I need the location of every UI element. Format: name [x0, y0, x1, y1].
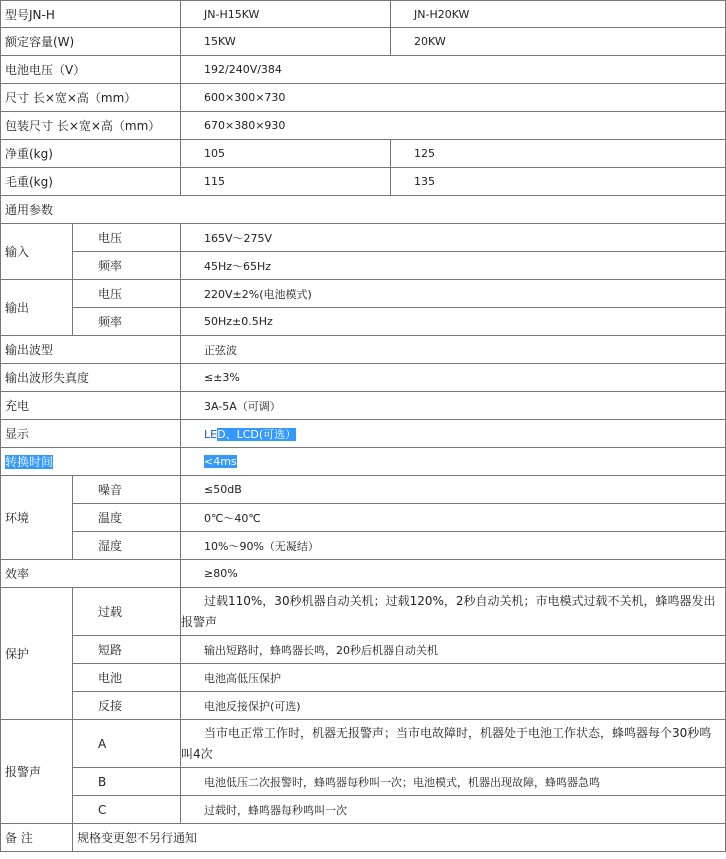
- model-a: JN-H15KW: [181, 1, 391, 28]
- table-row: [1, 84, 726, 112]
- remark-label: 备 注: [1, 824, 73, 852]
- table-row: [1, 504, 726, 532]
- efficiency-value: ≥80%: [181, 560, 726, 588]
- table-row: [1, 392, 726, 420]
- transfer-time-label-cell: [1, 448, 181, 476]
- gross-weight-a: 115: [181, 168, 391, 196]
- model-b: JN-H20KW: [391, 1, 726, 28]
- battery-voltage-value: 192/240V/384: [181, 56, 726, 84]
- capacity-label: 额定容量(W): [1, 28, 181, 56]
- alarm-b-value: 电池低压二次报警时，蜂鸣器每秒叫一次；电池模式，机器出现故障，蜂鸣器急鸣: [181, 768, 726, 796]
- humidity-value: 10%～90%（无凝结）: [181, 532, 726, 560]
- general-params-label: 通用参数: [1, 196, 726, 224]
- temperature-label: 温度: [73, 504, 181, 532]
- alarm-a-text: 当市电正常工作时，机器无报警声；当市电故障时，机器处于电池工作状态，蜂鸣器每个30秒鸣叫4次: [181, 725, 712, 761]
- table-row: [1, 664, 726, 692]
- alarm-c-value: 过载时，蜂鸣器每秒鸣叫一次: [181, 796, 726, 824]
- gross-weight-b: 135: [391, 168, 726, 196]
- table-row: [1, 824, 726, 852]
- net-weight-b: 125: [391, 140, 726, 168]
- charge-label: 充电: [1, 392, 181, 420]
- alarm-label: 报警声: [1, 720, 73, 824]
- table-row: [1, 560, 726, 588]
- output-voltage-value: 220V±2%(电池模式): [181, 280, 726, 308]
- table-row: [1, 420, 726, 448]
- distortion-label: 输出波形失真度: [1, 364, 181, 392]
- environment-label: 环境: [1, 476, 73, 560]
- package-size-value: 670×380×930: [181, 112, 726, 140]
- model-label: 型号JN-H: [1, 1, 181, 28]
- alarm-a-value: [181, 720, 726, 768]
- table-row: [1, 168, 726, 196]
- net-weight-label: 净重(kg): [1, 140, 181, 168]
- table-row: [1, 796, 726, 824]
- alarm-b-label: B: [73, 768, 181, 796]
- waveform-value: 正弦波: [181, 336, 726, 364]
- display-label: 显示: [1, 420, 181, 448]
- gross-weight-label: 毛重(kg): [1, 168, 181, 196]
- output-label: 输出: [1, 280, 73, 336]
- table-row: [1, 1, 726, 28]
- table-row: [1, 364, 726, 392]
- battery-protect-label: 电池: [73, 664, 181, 692]
- table-row: [1, 112, 726, 140]
- charge-value: 3A-5A（可调）: [181, 392, 726, 420]
- table-row: [1, 252, 726, 280]
- alarm-c-label: C: [73, 796, 181, 824]
- table-row: [1, 56, 726, 84]
- overload-text: 过载110%，30秒机器自动关机；过载120%，2秒自动关机；市电模式过载不关机，蜂鸣器发出报警声: [181, 593, 716, 629]
- distortion-value: ≤±3%: [181, 364, 726, 392]
- package-size-label: 包装尺寸 长×宽×高（mm）: [1, 112, 181, 140]
- input-freq-value: 45Hz～65Hz: [181, 252, 726, 280]
- transfer-time-value-cell: [181, 448, 726, 476]
- capacity-b: 20KW: [391, 28, 726, 56]
- waveform-label: 输出波型: [1, 336, 181, 364]
- overload-label: 过载: [73, 588, 181, 636]
- input-voltage-label: 电压: [73, 224, 181, 252]
- table-row: [1, 720, 726, 768]
- humidity-label: 湿度: [73, 532, 181, 560]
- noise-label: 噪音: [73, 476, 181, 504]
- short-circuit-value: 输出短路时，蜂鸣器长鸣，20秒后机器自动关机: [181, 636, 726, 664]
- table-row: [1, 224, 726, 252]
- battery-protect-value: 电池高低压保护: [181, 664, 726, 692]
- overload-value: [181, 588, 726, 636]
- noise-value: ≤50dB: [181, 476, 726, 504]
- temperature-value: 0℃～40℃: [181, 504, 726, 532]
- table-row: [1, 692, 726, 720]
- display-value: [181, 420, 726, 448]
- table-row: [1, 476, 726, 504]
- output-freq-label: 频率: [73, 308, 181, 336]
- table-row: [1, 140, 726, 168]
- remark-value: 规格变更恕不另行通知: [73, 824, 726, 852]
- input-freq-label: 频率: [73, 252, 181, 280]
- input-label: 输入: [1, 224, 73, 280]
- size-label: 尺寸 长×宽×高（mm）: [1, 84, 181, 112]
- table-row: [1, 196, 726, 224]
- output-freq-value: 50Hz±0.5Hz: [181, 308, 726, 336]
- transfer-time-value: <4ms: [204, 455, 237, 468]
- battery-voltage-label: 电池电压（V）: [1, 56, 181, 84]
- table-row: [1, 588, 726, 636]
- reverse-value: 电池反接保护(可选): [181, 692, 726, 720]
- size-value: 600×300×730: [181, 84, 726, 112]
- transfer-time-label: 转换时间: [5, 455, 54, 469]
- display-value-prefix: LE: [204, 427, 218, 441]
- table-row: [1, 768, 726, 796]
- output-voltage-label: 电压: [73, 280, 181, 308]
- table-row: [1, 532, 726, 560]
- efficiency-label: 效率: [1, 560, 181, 588]
- input-voltage-value: 165V～275V: [181, 224, 726, 252]
- table-row: [1, 448, 726, 476]
- capacity-a: 15KW: [181, 28, 391, 56]
- reverse-label: 反接: [73, 692, 181, 720]
- alarm-a-label: A: [73, 720, 181, 768]
- table-row: [1, 280, 726, 308]
- table-row: [1, 28, 726, 56]
- display-value-highlight: D、LCD(可选）: [217, 427, 297, 441]
- table-row: [1, 336, 726, 364]
- net-weight-a: 105: [181, 140, 391, 168]
- protection-label: 保护: [1, 588, 73, 720]
- short-circuit-label: 短路: [73, 636, 181, 664]
- table-row: [1, 308, 726, 336]
- table-row: [1, 636, 726, 664]
